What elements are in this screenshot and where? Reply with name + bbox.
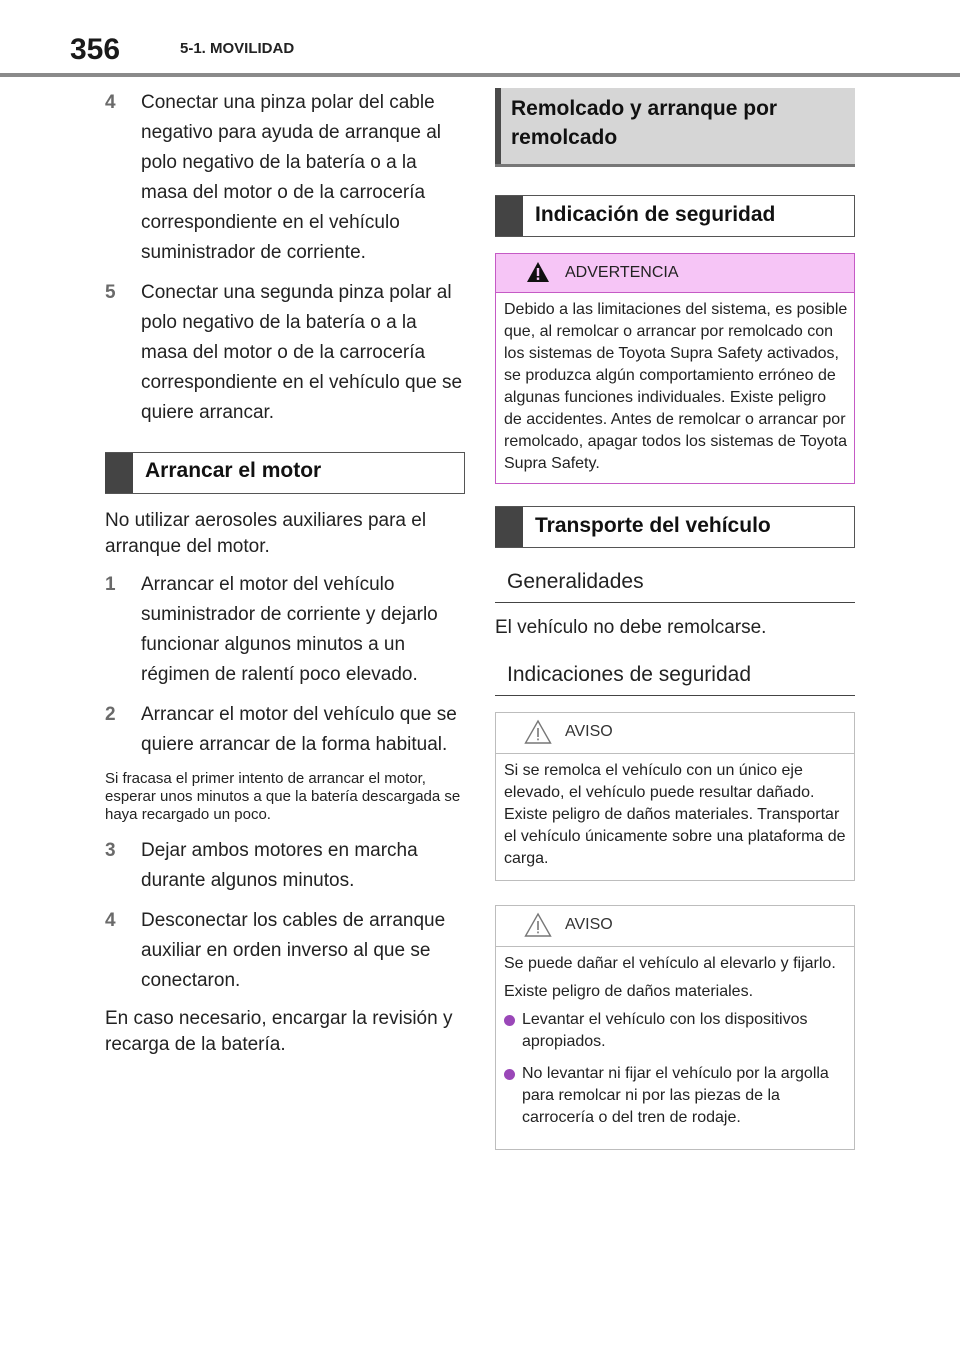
notice-header (496, 906, 854, 947)
step-item (105, 906, 465, 996)
warning-triangle-icon (526, 261, 550, 283)
bullet-dot-icon (504, 1069, 515, 1080)
note-text: Si fracasa el primer intento de arrancar el motor, esperar unos minutos a que la batería descargada se haya recargado un poco. (105, 770, 461, 823)
step-text: Conectar una segunda pinza polar al polo negativo de la batería o a la masa del motor o de la carrocería correspondiente en el vehículo que se quiere arrancar. (141, 282, 463, 423)
step-number: 4 (105, 910, 116, 931)
step-text: Arrancar el motor del vehículo que se quiere arrancar de la forma habitual. (141, 704, 457, 755)
warning-header (496, 254, 854, 293)
heading-text: Remolcado y arranque por remolcado (511, 97, 778, 149)
bullet-item (504, 1009, 848, 1053)
step-number: 4 (105, 92, 116, 113)
subheading-indicaciones: Indicaciones de seguridad (495, 663, 855, 696)
step-text: Arrancar el motor del vehículo suministrador de corriente y dejarlo funcionar algunos minutos a un régimen de ralentí poco elevado. (141, 574, 438, 685)
intro-text: No utilizar aerosoles auxiliares para el arranque del motor. (105, 510, 427, 557)
heading-indicacion-seguridad (495, 195, 855, 237)
subheading-generalidades: Generalidades (495, 570, 855, 603)
step-item (105, 88, 465, 268)
step-item (105, 570, 465, 690)
heading-bar (105, 453, 133, 493)
step-number: 5 (105, 282, 116, 303)
bullet-dot-icon (504, 1015, 515, 1026)
right-column (495, 88, 855, 1150)
heading-remolcado (495, 88, 855, 167)
notice-body (496, 947, 854, 1149)
heading-bar (495, 88, 501, 164)
caution-triangle-icon (524, 719, 552, 745)
step-number: 1 (105, 574, 116, 595)
heading-text: Arrancar el motor (145, 459, 322, 482)
header-rule (0, 73, 960, 77)
warning-text: Debido a las limitaciones del sistema, es posible que, al remolcar o arrancar por remolcado con los sistemas de Toyota Supra Safety activados, se produzca algún comportamiento erróneo de algunas funciones individuales. Existe peligro de accidentes. Antes de remolcar o arrancar por remolcado, apagar todos los sistemas de Toyota Supra Safety. (504, 301, 848, 472)
warning-box (495, 253, 855, 484)
step-item (105, 836, 465, 896)
step-text: Dejar ambos motores en marcha durante algunos minutos. (141, 840, 418, 891)
notice-paragraph: Se puede dañar el vehículo al elevarlo y fijarlo. (504, 955, 836, 972)
caution-triangle-icon (524, 912, 552, 938)
notice-text: Si se remolca el vehículo con un único eje elevado, el vehículo puede resultar dañado. Existe peligro de daños materiales. Transportar el vehículo únicamente sobre una plataforma de carga. (504, 762, 846, 867)
bullet-text: No levantar ni fijar el vehículo por la argolla para remolcar ni por las piezas de la carrocería o del tren de rodaje. (522, 1065, 829, 1126)
notice-header (496, 713, 854, 754)
heading-transporte (495, 506, 855, 548)
page-header (0, 0, 960, 78)
step-item (105, 278, 465, 428)
notice-label: AVISO (565, 916, 613, 933)
section-title: 5-1. MOVILIDAD (180, 40, 295, 57)
heading-bar (495, 196, 523, 236)
heading-text: Indicación de seguridad (535, 203, 776, 226)
left-column (105, 88, 465, 1068)
page-number: 356 (70, 33, 121, 66)
step-text: Conectar una pinza polar del cable negativo para ayuda de arranque al polo negativo de la batería o a la masa del motor o de la carrocería correspondiente en el vehículo suministrador de corriente. (141, 92, 442, 263)
step-number: 3 (105, 840, 116, 861)
notice-label: AVISO (565, 723, 613, 740)
heading-bar (495, 507, 523, 547)
step-item (105, 700, 465, 760)
bullet-item (504, 1063, 848, 1129)
notice-paragraph: Existe peligro de daños materiales. (504, 983, 754, 1000)
notice-box (495, 712, 855, 881)
step-text: Desconectar los cables de arranque auxiliar en orden inverso al que se conectaron. (141, 910, 446, 991)
step-number: 2 (105, 704, 116, 725)
notice-box (495, 905, 855, 1150)
generalidades-text: El vehículo no debe remolcarse. (495, 617, 767, 638)
warning-label: ADVERTENCIA (565, 264, 679, 281)
heading-arrancar-motor (105, 452, 465, 494)
closing-text: En caso necesario, encargar la revisión y recarga de la batería. (105, 1008, 453, 1055)
bullet-text: Levantar el vehículo con los dispositivos apropiados. (522, 1011, 808, 1050)
heading-text: Transporte del vehículo (535, 514, 771, 537)
